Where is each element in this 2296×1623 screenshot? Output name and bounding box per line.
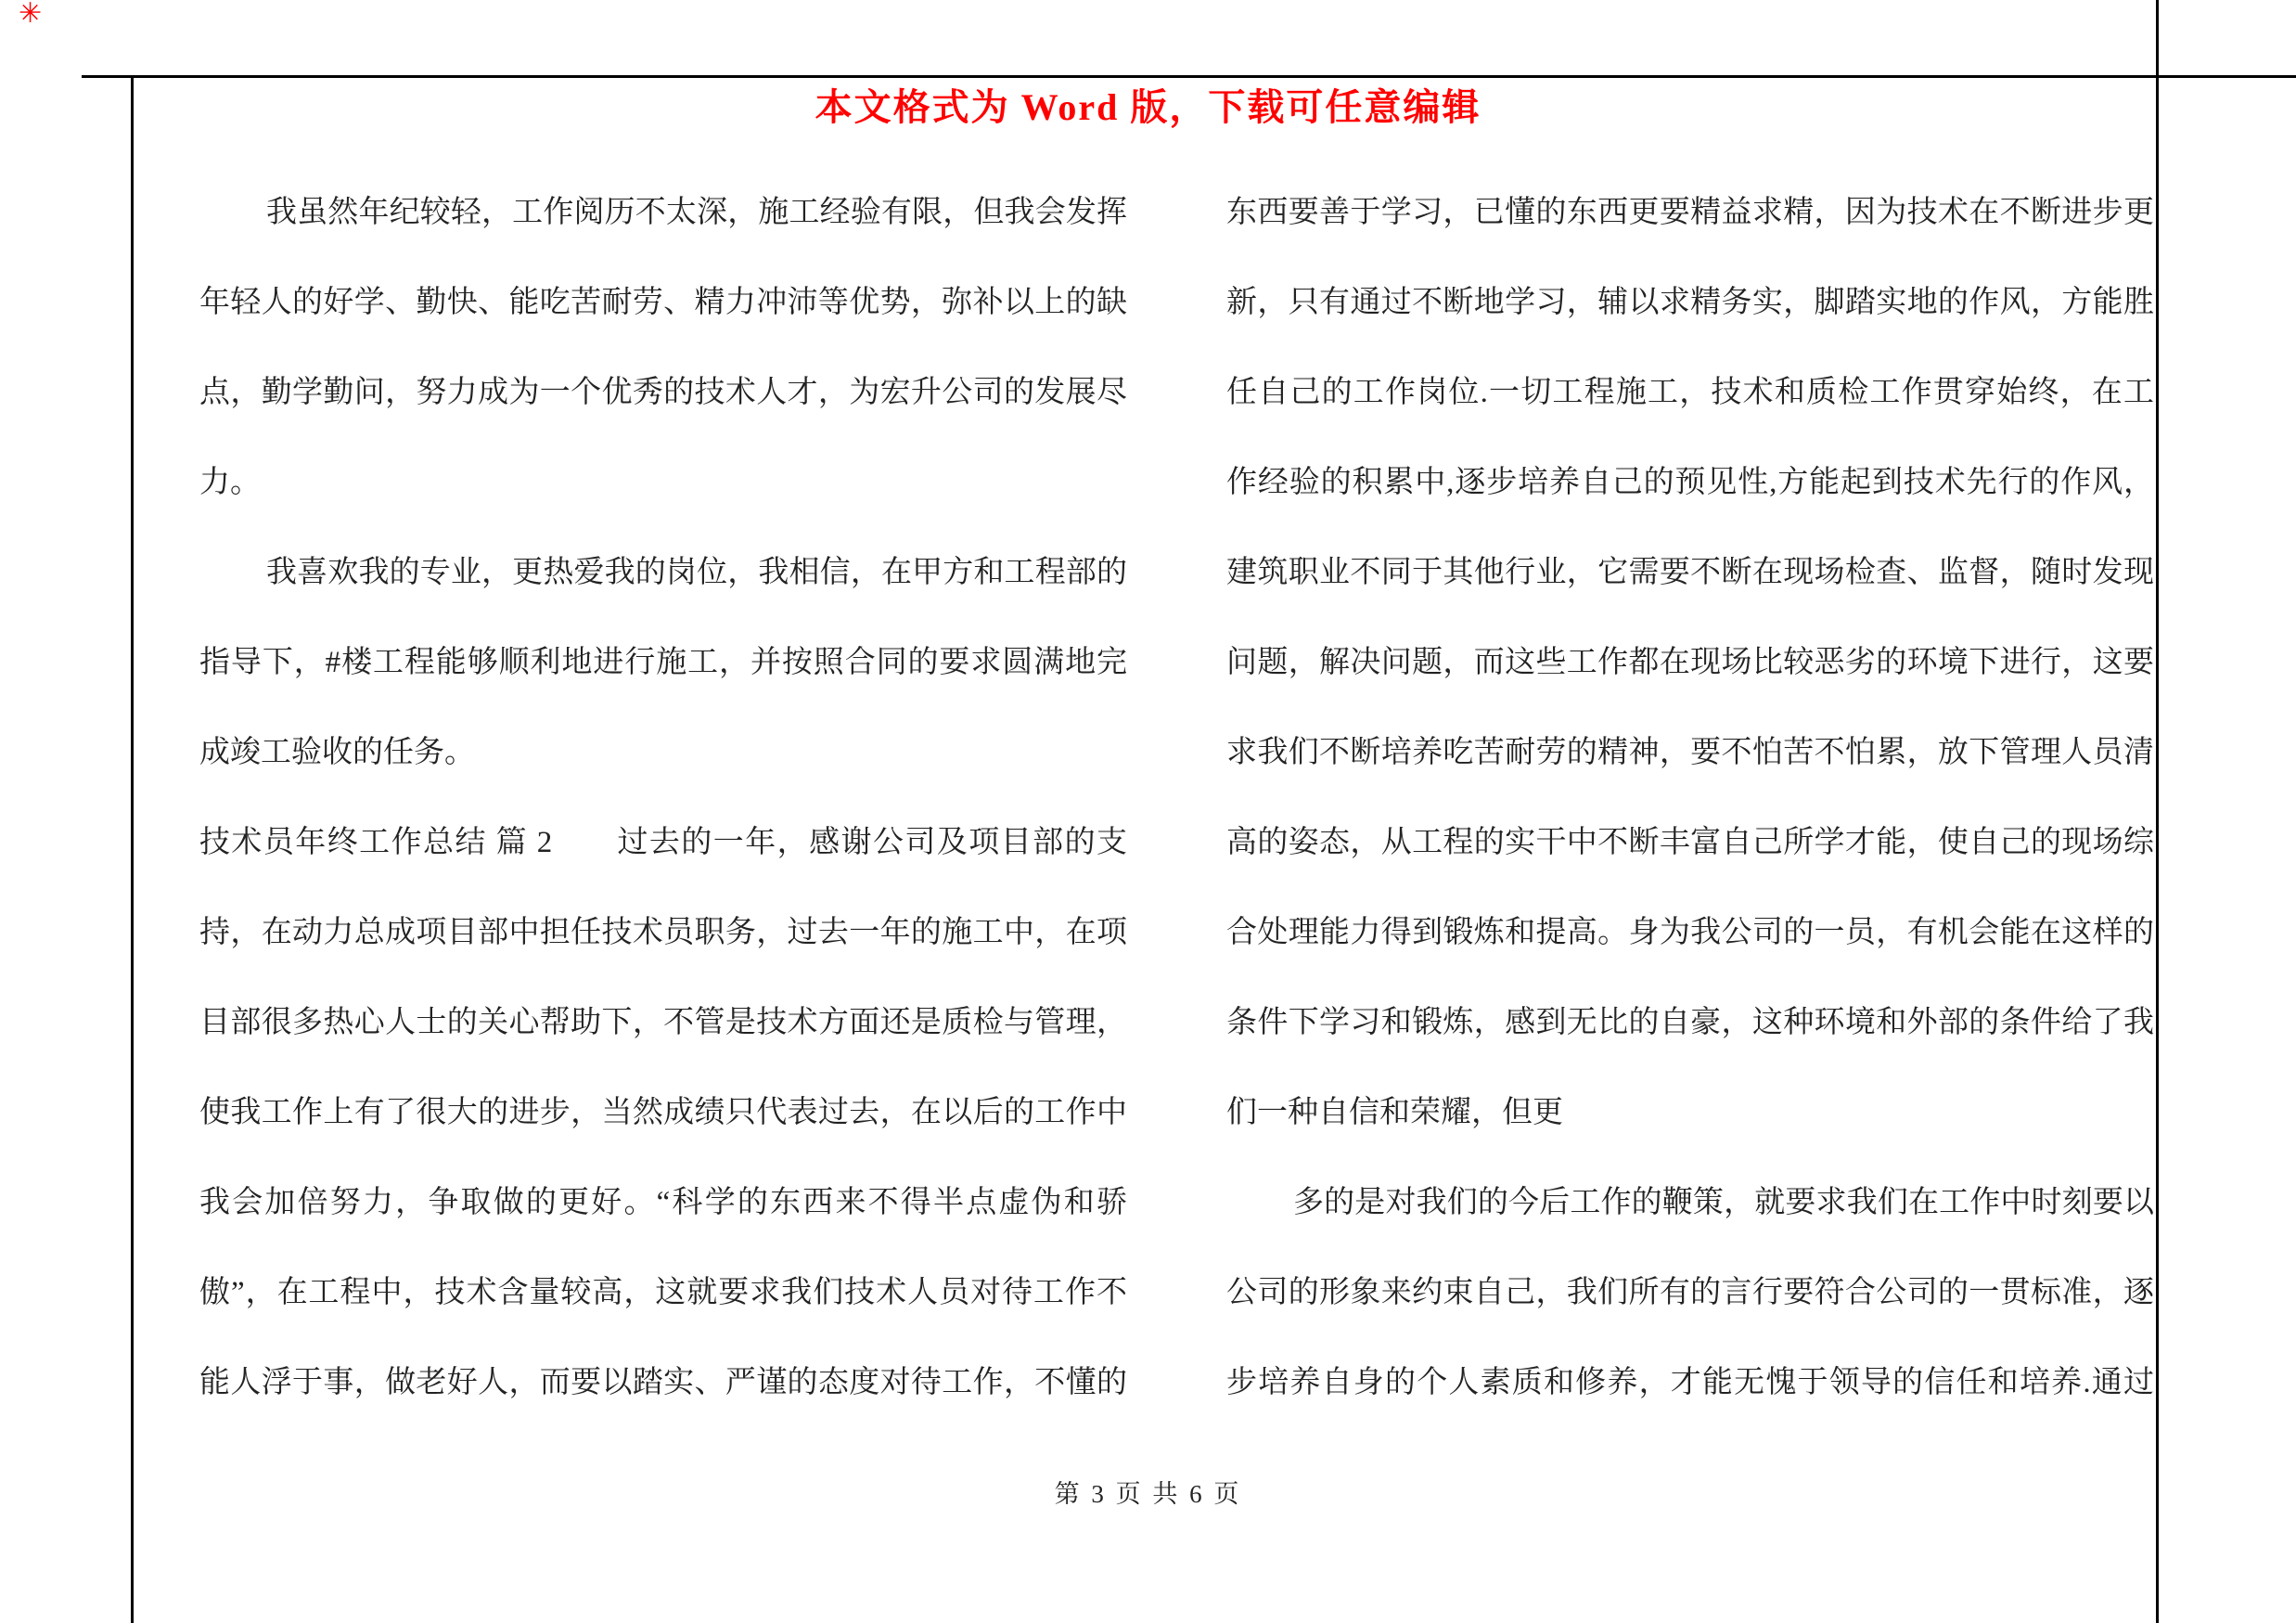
corner-mark-icon: ✳ bbox=[19, 0, 43, 29]
text-line: 目部很多热心人士的关心帮助下，不管是技术方面还是质检与管理， bbox=[199, 1006, 1127, 1039]
text-line: 力。 bbox=[199, 466, 261, 499]
text-line: 成竣工验收的任务。 bbox=[199, 736, 475, 769]
text-line: 点，勤学勤问，努力成为一个优秀的技术人才，为宏升公司的发展尽 bbox=[199, 376, 1127, 409]
text-line: 问题，解决问题，而这些工作都在现场比较恶劣的环境下进行，这要 bbox=[1226, 646, 2154, 679]
text-line: 我喜欢我的专业，更热爱我的岗位，我相信，在甲方和工程部的 bbox=[266, 556, 1127, 589]
page-border-left bbox=[131, 78, 134, 1623]
text-line: 指导下，#楼工程能够顺利地进行施工，并按照合同的要求圆满地完 bbox=[199, 646, 1127, 679]
text-line: 条件下学习和锻炼，感到无比的自豪，这种环境和外部的条件给了我 bbox=[1226, 1006, 2154, 1039]
text-line: 技术员年终工作总结 篇 2 过去的一年，感谢公司及项目部的支 bbox=[199, 826, 1127, 859]
page-border-right bbox=[2156, 0, 2159, 1623]
text-line: 多的是对我们的今后工作的鞭策，就要求我们在工作中时刻要以 bbox=[1293, 1186, 2154, 1219]
text-line: 使我工作上有了很大的进步，当然成绩只代表过去，在以后的工作中 bbox=[199, 1096, 1127, 1129]
text-column-right bbox=[1226, 168, 2154, 1428]
text-line: 任自己的工作岗位.一切工程施工，技术和质检工作贯穿始终，在工 bbox=[1226, 376, 2154, 409]
text-line: 公司的形象来约束自己，我们所有的言行要符合公司的一贯标准，逐 bbox=[1226, 1276, 2154, 1309]
text-line: 新，只有通过不断地学习，辅以求精务实，脚踏实地的作风，方能胜 bbox=[1226, 286, 2154, 319]
text-line: 东西要善于学习，已懂的东西更要精益求精，因为技术在不断进步更 bbox=[1226, 196, 2154, 229]
page-border-top bbox=[82, 75, 2296, 78]
text-line: 持，在动力总成项目部中担任技术员职务，过去一年的施工中，在项 bbox=[199, 916, 1127, 949]
text-line: 能人浮于事，做老好人，而要以踏实、严谨的态度对待工作，不懂的 bbox=[199, 1366, 1127, 1399]
text-line: 作经验的积累中,逐步培养自己的预见性,方能起到技术先行的作风， bbox=[1226, 466, 2154, 499]
text-line: 步培养自身的个人素质和修养，才能无愧于领导的信任和培养.通过 bbox=[1226, 1366, 2154, 1399]
text-line: 合处理能力得到锻炼和提高。身为我公司的一员，有机会能在这样的 bbox=[1226, 916, 2154, 949]
text-line: 我会加倍努力，争取做的更好。“科学的东西来不得半点虚伪和骄 bbox=[199, 1186, 1127, 1219]
text-line: 高的姿态，从工程的实干中不断丰富自己所学才能，使自己的现场综 bbox=[1226, 826, 2154, 859]
page-number: 第 3 页 共 6 页 bbox=[1054, 1480, 1242, 1508]
text-line: 建筑职业不同于其他行业，它需要不断在现场检查、监督，随时发现 bbox=[1226, 556, 2154, 589]
header-notice: 本文格式为 Word 版，下载可任意编辑 bbox=[815, 86, 1481, 128]
text-line: 我虽然年纪较轻，工作阅历不太深，施工经验有限，但我会发挥 bbox=[266, 196, 1127, 229]
text-column-left bbox=[199, 168, 1127, 1428]
text-line: 年轻人的好学、勤快、能吃苦耐劳、精力冲沛等优势，弥补以上的缺 bbox=[199, 286, 1127, 319]
text-line: 傲”，在工程中，技术含量较高，这就要求我们技术人员对待工作不 bbox=[199, 1276, 1127, 1309]
text-line: 们一种自信和荣耀，但更 bbox=[1226, 1096, 1563, 1129]
text-line: 求我们不断培养吃苦耐劳的精神，要不怕苦不怕累，放下管理人员清 bbox=[1226, 736, 2154, 769]
